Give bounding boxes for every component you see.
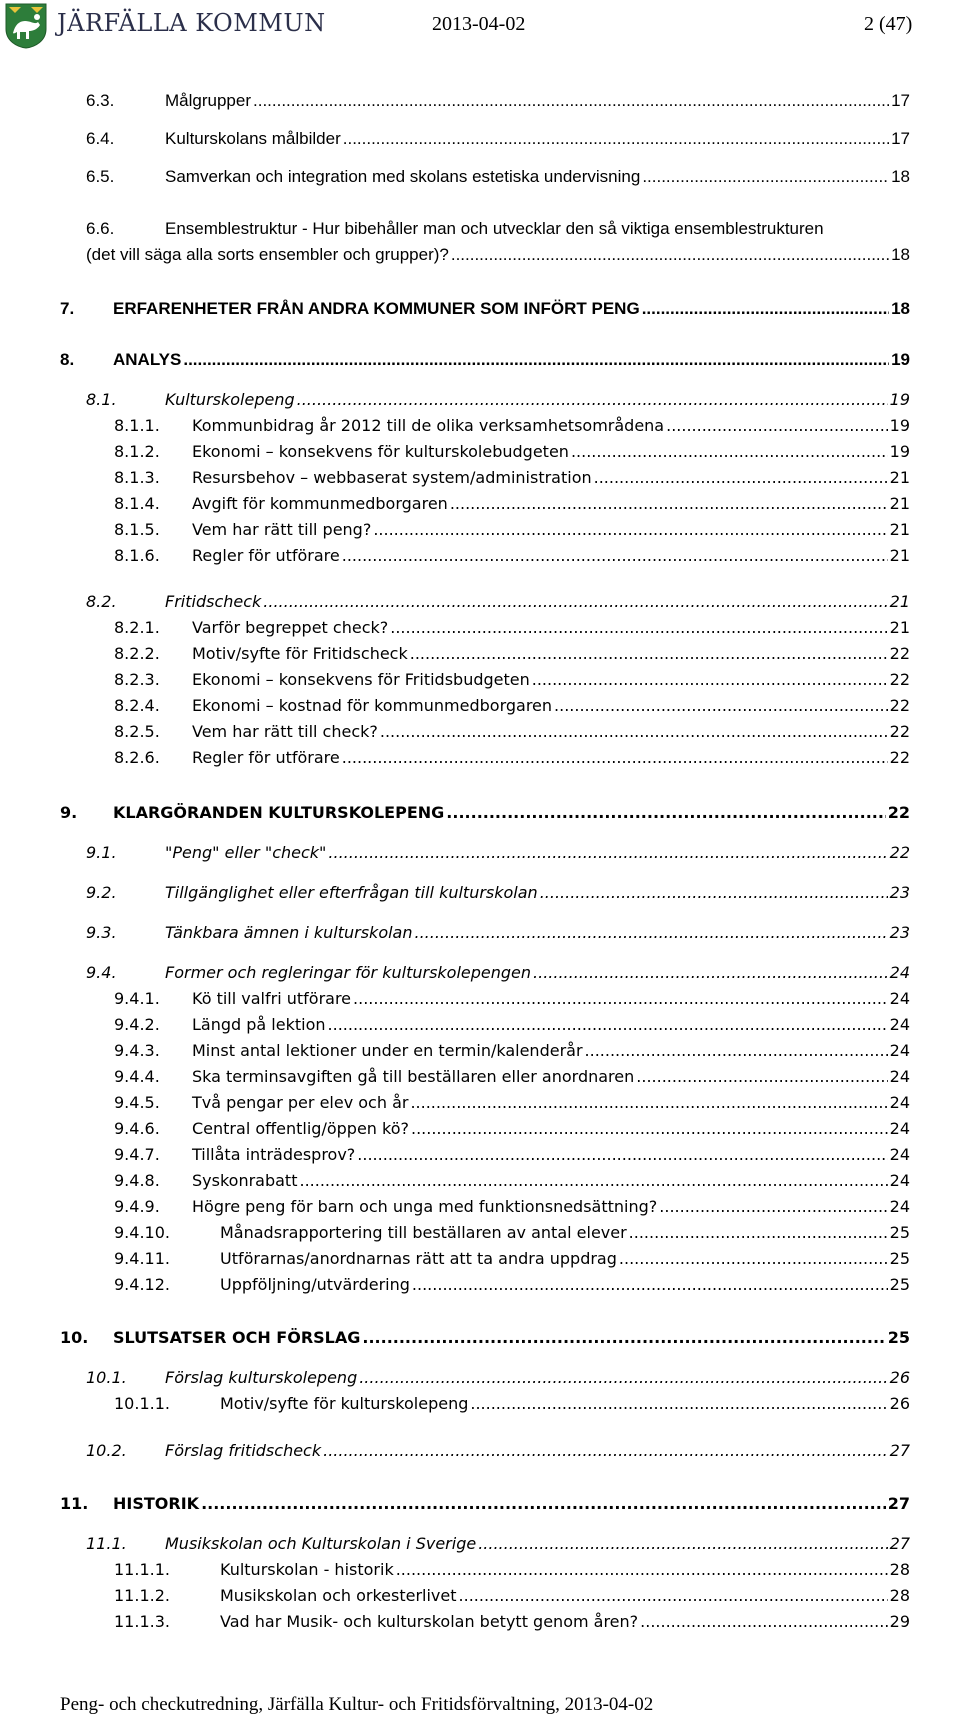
toc-number: 6.5. bbox=[86, 167, 115, 186]
toc-title: Kulturskolan - historik bbox=[220, 1560, 394, 1579]
toc-title: Ekonomi – konsekvens för Fritidsbudgeten bbox=[192, 670, 530, 689]
toc-page: 26 bbox=[889, 1368, 910, 1387]
toc-page: 22 bbox=[887, 803, 910, 822]
toc-entry[interactable] bbox=[0, 350, 960, 376]
page-footer: Peng- och checkutredning, Järfälla Kultur- och Fritidsförvaltning, 2013-04-02 bbox=[60, 1694, 654, 1715]
toc-leader bbox=[411, 1119, 888, 1138]
toc-entry[interactable] bbox=[0, 494, 960, 520]
toc-entry[interactable] bbox=[0, 1560, 960, 1586]
toc-entry[interactable] bbox=[0, 1441, 960, 1467]
toc-leader bbox=[540, 883, 888, 902]
toc-leader bbox=[201, 1494, 886, 1513]
toc-entry[interactable] bbox=[0, 442, 960, 468]
toc-entry[interactable] bbox=[0, 1249, 960, 1275]
toc-number: 9.4.2. bbox=[114, 1015, 160, 1034]
toc-leader bbox=[263, 592, 887, 611]
toc-page: 21 bbox=[889, 618, 910, 637]
toc-page: 22 bbox=[889, 722, 910, 741]
toc-leader bbox=[328, 843, 887, 862]
toc-entry[interactable] bbox=[0, 546, 960, 572]
toc-number: 8.2.5. bbox=[114, 722, 160, 741]
toc-number: 11.1.1. bbox=[114, 1560, 170, 1579]
toc-title: Vad har Musik- och kulturskolan betytt genom åren? bbox=[220, 1612, 639, 1631]
toc-title: Ska terminsavgiften gå till beställaren eller anordnaren bbox=[192, 1067, 635, 1086]
toc-page: 29 bbox=[889, 1612, 910, 1631]
toc-title: ANALYS bbox=[113, 350, 182, 369]
toc-number: 9.4.7. bbox=[114, 1145, 160, 1164]
toc-title: Motiv/syfte för kulturskolepeng bbox=[220, 1394, 469, 1413]
toc-leader bbox=[666, 416, 888, 435]
toc-leader bbox=[450, 494, 888, 513]
toc-entry[interactable] bbox=[0, 748, 960, 774]
toc-leader bbox=[571, 442, 888, 461]
toc-page: 22 bbox=[889, 670, 910, 689]
toc-number: 8.2.3. bbox=[114, 670, 160, 689]
toc-number: 6.4. bbox=[86, 129, 115, 148]
toc-number: 9.3. bbox=[86, 923, 117, 942]
toc-title: Vem har rätt till peng? bbox=[192, 520, 372, 539]
page-header bbox=[0, 0, 960, 50]
toc-leader bbox=[554, 696, 888, 715]
toc-title: Ensemblestruktur - Hur bibehåller man och utvecklar den så viktiga ensemblestrukturen bbox=[165, 219, 824, 238]
toc-page: 22 bbox=[889, 748, 910, 767]
toc-title: Resursbehov – webbaserat system/administration bbox=[192, 468, 592, 487]
toc-title: Ekonomi – kostnad för kommunmedborgaren bbox=[192, 696, 553, 715]
toc-page: 18 bbox=[891, 299, 910, 318]
toc-title: Kulturskolans målbilder bbox=[165, 129, 341, 148]
toc-page: 24 bbox=[889, 1171, 910, 1190]
toc-leader bbox=[380, 722, 888, 741]
toc-leader bbox=[636, 1067, 887, 1086]
toc-leader bbox=[396, 1560, 888, 1579]
toc-entry[interactable] bbox=[0, 1015, 960, 1041]
toc-page: 19 bbox=[889, 416, 910, 435]
toc-page: 24 bbox=[889, 1119, 910, 1138]
toc-leader bbox=[343, 129, 889, 149]
toc-leader bbox=[659, 1197, 887, 1216]
toc-title: Former och regleringar för kulturskolepengen bbox=[165, 963, 532, 982]
toc-number: 8.1. bbox=[86, 390, 117, 409]
toc-leader bbox=[390, 618, 887, 637]
toc-page: 22 bbox=[889, 644, 910, 663]
toc-leader bbox=[253, 91, 889, 111]
toc-leader bbox=[410, 1093, 887, 1112]
toc-number: 8.1.5. bbox=[114, 520, 160, 539]
toc-page: 21 bbox=[889, 468, 910, 487]
toc-entry[interactable] bbox=[0, 1093, 960, 1119]
toc-title: Regler för utförare bbox=[192, 748, 340, 767]
toc-number: 8. bbox=[60, 350, 75, 369]
toc-page: 27 bbox=[889, 1441, 910, 1460]
toc-leader bbox=[642, 167, 889, 187]
toc-entry[interactable] bbox=[0, 1223, 960, 1249]
toc-page: 18 bbox=[891, 167, 910, 186]
toc-entry[interactable] bbox=[0, 644, 960, 670]
toc-title: Kulturskolepeng bbox=[165, 390, 295, 409]
toc-number: 11.1.2. bbox=[114, 1586, 170, 1605]
toc-leader bbox=[323, 1441, 888, 1460]
toc-page: 24 bbox=[889, 1145, 910, 1164]
toc-leader bbox=[446, 803, 885, 822]
toc-number: 8.1.4. bbox=[114, 494, 160, 513]
toc-entry[interactable] bbox=[0, 670, 960, 696]
toc-number: 11.1. bbox=[86, 1534, 127, 1553]
toc-page: 23 bbox=[889, 883, 910, 902]
toc-leader bbox=[410, 644, 888, 663]
toc-number: 9.1. bbox=[86, 843, 117, 862]
toc-entry[interactable] bbox=[0, 722, 960, 748]
toc-page: 17 bbox=[891, 91, 910, 110]
toc-page: 19 bbox=[891, 350, 910, 369]
toc-number: 11.1.3. bbox=[114, 1612, 170, 1631]
toc-page: 19 bbox=[889, 442, 910, 461]
toc-entry[interactable] bbox=[0, 1275, 960, 1301]
toc-entry[interactable] bbox=[0, 1534, 960, 1560]
toc-page: 24 bbox=[889, 963, 910, 982]
toc-leader bbox=[299, 1171, 887, 1190]
org-name: JÄRFÄLLA KOMMUN bbox=[57, 9, 326, 37]
toc-entry[interactable] bbox=[0, 219, 960, 275]
toc-number: 6.3. bbox=[86, 91, 115, 110]
toc-page: 24 bbox=[889, 1067, 910, 1086]
toc-entry[interactable] bbox=[0, 1041, 960, 1067]
toc-entry[interactable] bbox=[0, 989, 960, 1015]
toc-number: 9.4.9. bbox=[114, 1197, 160, 1216]
toc-leader bbox=[470, 1394, 887, 1413]
toc-title: Ekonomi – konsekvens för kulturskolebudgeten bbox=[192, 442, 569, 461]
toc-leader bbox=[451, 245, 889, 265]
toc-page: 21 bbox=[889, 520, 910, 539]
toc-entry[interactable] bbox=[0, 696, 960, 722]
toc-entry[interactable] bbox=[0, 1197, 960, 1223]
toc-entry[interactable] bbox=[0, 1067, 960, 1093]
toc-title: SLUTSATSER OCH FÖRSLAG bbox=[113, 1328, 361, 1347]
toc-number: 10.1. bbox=[86, 1368, 127, 1387]
toc-entry[interactable] bbox=[0, 91, 960, 117]
toc-number: 10.1.1. bbox=[114, 1394, 170, 1413]
toc-title: Tänkbara ämnen i kulturskolan bbox=[165, 923, 413, 942]
toc-leader bbox=[533, 963, 888, 982]
toc-leader bbox=[328, 1015, 888, 1034]
toc-number: 9.4. bbox=[86, 963, 117, 982]
toc-entry[interactable] bbox=[0, 1145, 960, 1171]
toc-leader bbox=[357, 1145, 887, 1164]
toc-title: Central offentlig/öppen kö? bbox=[192, 1119, 409, 1138]
toc-page: 21 bbox=[889, 494, 910, 513]
toc-page: 28 bbox=[889, 1560, 910, 1579]
toc-title: Fritidscheck bbox=[165, 592, 262, 611]
toc-number: 10. bbox=[60, 1328, 89, 1347]
toc-leader bbox=[640, 1612, 887, 1631]
toc-entry[interactable] bbox=[0, 803, 960, 829]
toc-page: 26 bbox=[889, 1394, 910, 1413]
toc-title: Utförarnas/anordnarnas rätt att ta andra uppdrag bbox=[220, 1249, 617, 1268]
toc-number: 8.2. bbox=[86, 592, 117, 611]
toc-page: 27 bbox=[887, 1494, 910, 1513]
toc-entry[interactable] bbox=[0, 167, 960, 193]
toc-leader bbox=[342, 748, 888, 767]
toc-leader bbox=[532, 670, 888, 689]
toc-number: 9.4.3. bbox=[114, 1041, 160, 1060]
toc-page: 18 bbox=[891, 245, 910, 264]
toc-number: 9.4.8. bbox=[114, 1171, 160, 1190]
toc-title: Musikskolan och orkesterlivet bbox=[220, 1586, 457, 1605]
toc-number: 10.2. bbox=[86, 1441, 127, 1460]
toc-entry[interactable] bbox=[0, 1171, 960, 1197]
toc-page: 24 bbox=[889, 989, 910, 1008]
toc-entry[interactable] bbox=[0, 1328, 960, 1354]
toc-leader bbox=[629, 1223, 888, 1242]
toc-page: 24 bbox=[889, 1041, 910, 1060]
toc-title: Regler för utförare bbox=[192, 546, 340, 565]
toc-title: Kommunbidrag år 2012 till de olika verksamhetsområdena bbox=[192, 416, 665, 435]
toc-title: Motiv/syfte för Fritidscheck bbox=[192, 644, 408, 663]
toc-number: 9.4.10. bbox=[114, 1223, 170, 1242]
toc-entry[interactable] bbox=[0, 843, 960, 869]
toc-entry[interactable] bbox=[0, 1368, 960, 1394]
toc-number: 8.2.1. bbox=[114, 618, 160, 637]
toc-leader bbox=[359, 1368, 887, 1387]
toc-entry[interactable] bbox=[0, 923, 960, 949]
toc-page: 25 bbox=[889, 1275, 910, 1294]
toc-entry[interactable] bbox=[0, 883, 960, 909]
toc-leader bbox=[415, 923, 888, 942]
toc-entry[interactable] bbox=[0, 963, 960, 989]
toc-leader bbox=[459, 1586, 888, 1605]
toc-number: 8.2.6. bbox=[114, 748, 160, 767]
toc-page: 25 bbox=[887, 1328, 910, 1347]
toc-number: 9.4.1. bbox=[114, 989, 160, 1008]
toc-title: Tillgänglighet eller efterfrågan till kulturskolan bbox=[165, 883, 538, 902]
toc-page: 22 bbox=[889, 843, 910, 862]
toc-title: Tillåta inträdesprov? bbox=[192, 1145, 356, 1164]
toc-page: 17 bbox=[891, 129, 910, 148]
toc-number: 8.1.2. bbox=[114, 442, 160, 461]
toc-leader bbox=[619, 1249, 888, 1268]
toc-title: Varför begreppet check? bbox=[192, 618, 389, 637]
toc-page: 24 bbox=[889, 1015, 910, 1034]
toc-leader bbox=[594, 468, 888, 487]
toc-title: Förslag kulturskolepeng bbox=[165, 1368, 358, 1387]
toc-title: Uppföljning/utvärdering bbox=[220, 1275, 410, 1294]
toc-entry[interactable] bbox=[0, 1119, 960, 1145]
toc-entry[interactable] bbox=[0, 520, 960, 546]
toc-page: 23 bbox=[889, 923, 910, 942]
toc-page: 25 bbox=[889, 1249, 910, 1268]
toc-number: 9.4.6. bbox=[114, 1119, 160, 1138]
toc-title: Högre peng för barn och unga med funktionsnedsättning? bbox=[192, 1197, 658, 1216]
toc-title: "Peng" eller "check" bbox=[165, 843, 327, 862]
toc-number: 8.2.4. bbox=[114, 696, 160, 715]
toc-page: 27 bbox=[889, 1534, 910, 1553]
toc-title: Syskonrabatt bbox=[192, 1171, 298, 1190]
toc-entry[interactable] bbox=[0, 1494, 960, 1520]
toc-title: Kö till valfri utförare bbox=[192, 989, 352, 1008]
toc-number: 8.1.3. bbox=[114, 468, 160, 487]
toc-leader bbox=[342, 546, 888, 565]
toc-leader bbox=[412, 1275, 888, 1294]
toc-title: Förslag fritidscheck bbox=[165, 1441, 322, 1460]
toc-page: 21 bbox=[889, 546, 910, 565]
toc-leader bbox=[353, 989, 888, 1008]
toc-page: 24 bbox=[889, 1093, 910, 1112]
toc-number: 9.4.4. bbox=[114, 1067, 160, 1086]
toc-number: 9.4.11. bbox=[114, 1249, 170, 1268]
toc-title: Vem har rätt till check? bbox=[192, 722, 378, 741]
toc-page: 25 bbox=[889, 1223, 910, 1242]
toc-number: 8.1.6. bbox=[114, 546, 160, 565]
toc-number: 9.4.5. bbox=[114, 1093, 160, 1112]
toc-title: Musikskolan och Kulturskolan i Sverige bbox=[165, 1534, 477, 1553]
toc-entry[interactable] bbox=[0, 390, 960, 416]
toc-title: KLARGÖRANDEN KULTURSKOLEPENG bbox=[113, 803, 445, 822]
toc-page: 19 bbox=[889, 390, 910, 409]
toc-title-continued: (det vill säga alla sorts ensembler och grupper)? bbox=[86, 245, 449, 264]
toc-leader bbox=[373, 520, 887, 539]
toc-page: 22 bbox=[889, 696, 910, 715]
toc-leader bbox=[183, 350, 889, 370]
toc-entry[interactable] bbox=[0, 1612, 960, 1638]
toc-title: ERFARENHETER FRÅN ANDRA KOMMUNER SOM INFÖRT PENG bbox=[113, 299, 640, 318]
toc-title: Två pengar per elev och år bbox=[192, 1093, 409, 1112]
jarfalla-coat-of-arms-icon bbox=[5, 3, 47, 49]
toc-number: 6.6. bbox=[86, 219, 115, 238]
toc-entry[interactable] bbox=[0, 299, 960, 325]
toc-leader bbox=[297, 390, 888, 409]
toc-number: 9.2. bbox=[86, 883, 117, 902]
toc-number: 11. bbox=[60, 1494, 89, 1513]
toc-page: 21 bbox=[889, 592, 910, 611]
toc-page: 24 bbox=[889, 1197, 910, 1216]
toc-title: Avgift för kommunmedborgaren bbox=[192, 494, 448, 513]
toc-leader bbox=[362, 1328, 885, 1347]
toc-entry[interactable] bbox=[0, 1394, 960, 1420]
toc-entry[interactable] bbox=[0, 592, 960, 618]
toc-leader bbox=[478, 1534, 887, 1553]
toc-number: 9. bbox=[60, 803, 78, 822]
toc-entry[interactable] bbox=[0, 618, 960, 644]
toc-number: 9.4.12. bbox=[114, 1275, 170, 1294]
header-page-number: 2 (47) bbox=[864, 13, 913, 35]
toc-leader bbox=[585, 1041, 888, 1060]
toc-entry[interactable] bbox=[0, 1586, 960, 1612]
toc-title: Minst antal lektioner under en termin/kalenderår bbox=[192, 1041, 583, 1060]
toc-number: 8.2.2. bbox=[114, 644, 160, 663]
toc-leader bbox=[642, 299, 889, 319]
toc-entry[interactable] bbox=[0, 129, 960, 155]
toc-title: Målgrupper bbox=[165, 91, 251, 110]
toc-title: HISTORIK bbox=[113, 1494, 200, 1513]
toc-title: Månadsrapportering till beställaren av antal elever bbox=[220, 1223, 627, 1242]
toc-entry[interactable] bbox=[0, 416, 960, 442]
toc-title: Samverkan och integration med skolans estetiska undervisning bbox=[165, 167, 641, 186]
header-date: 2013-04-02 bbox=[432, 13, 526, 35]
toc-number: 8.1.1. bbox=[114, 416, 160, 435]
toc-title: Längd på lektion bbox=[192, 1015, 326, 1034]
toc-number: 7. bbox=[60, 299, 75, 318]
toc-entry[interactable] bbox=[0, 468, 960, 494]
toc-page: 28 bbox=[889, 1586, 910, 1605]
